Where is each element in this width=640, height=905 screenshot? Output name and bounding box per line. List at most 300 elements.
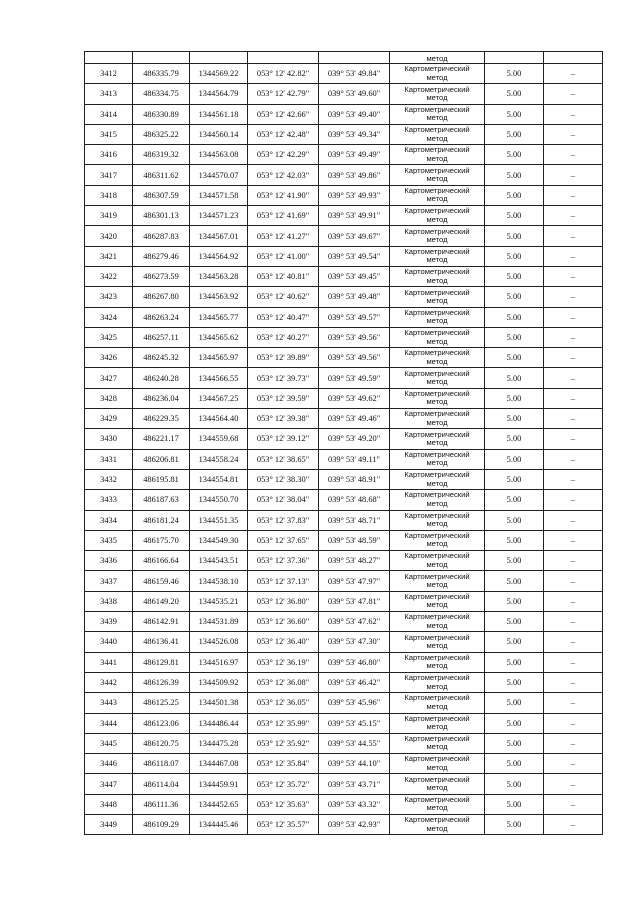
cell-x: 486118.07 — [133, 754, 190, 774]
cell-number: 3440 — [85, 632, 133, 652]
cell-method — [390, 794, 485, 814]
cell-error: 5.00 — [485, 388, 544, 408]
cell-error — [485, 52, 544, 64]
cell-lon: 039° 53' 48.68" — [319, 490, 390, 510]
method-line-2: метод — [426, 722, 448, 732]
cell-lon: 039° 53' 43.71" — [319, 774, 390, 794]
cell-number: 3438 — [85, 591, 133, 611]
cell-x: 486229.35 — [133, 409, 190, 429]
cell-description: – — [544, 226, 603, 246]
cell-method — [390, 469, 485, 489]
cell-error: 5.00 — [485, 64, 544, 84]
method-line-2: метод — [426, 72, 448, 82]
method-line-1: Картометрический — [404, 206, 470, 216]
cell-y: 1344563.28 — [190, 266, 248, 286]
coordinates-table — [84, 51, 603, 835]
method-line-1: Картометрический — [404, 328, 470, 338]
cell-lon: 039° 53' 49.45" — [319, 266, 390, 286]
method-line-2: метод — [426, 600, 448, 610]
cell-y: 1344531.89 — [190, 612, 248, 632]
cell-lon: 039° 53' 49.56" — [319, 348, 390, 368]
cell-lat: 053° 12' 35.84" — [248, 754, 319, 774]
cell-lat: 053° 12' 37.36" — [248, 551, 319, 571]
cell-x: 486245.32 — [133, 348, 190, 368]
method-line-1: Картометрический — [404, 531, 470, 541]
cell-description: – — [544, 429, 603, 449]
cell-x — [133, 52, 190, 64]
cell-method — [390, 84, 485, 104]
cell-y: 1344563.08 — [190, 145, 248, 165]
cell-lon: 039° 53' 49.57" — [319, 307, 390, 327]
method-line-1: Картометрический — [404, 388, 470, 398]
method-line-2: метод — [426, 397, 448, 407]
cell-lon: 039° 53' 47.62" — [319, 612, 390, 632]
method-line-1: Картометрический — [404, 429, 470, 439]
method-line-1: Картометрический — [404, 632, 470, 642]
table-row — [85, 632, 603, 652]
cell-x: 486236.04 — [133, 388, 190, 408]
cell-number: 3436 — [85, 551, 133, 571]
cell-x: 486221.17 — [133, 429, 190, 449]
cell-method — [390, 632, 485, 652]
cell-method — [390, 409, 485, 429]
cell-lon: 039° 53' 49.49" — [319, 145, 390, 165]
method-line-1: Картометрический — [404, 186, 470, 196]
cell-lon: 039° 53' 49.59" — [319, 368, 390, 388]
cell-x: 486311.62 — [133, 165, 190, 185]
method-line-2: метод — [426, 235, 448, 245]
method-line-1: Картометрический — [404, 145, 470, 155]
cell-lon: 039° 53' 49.67" — [319, 226, 390, 246]
cell-lat: 053° 12' 36.40" — [248, 632, 319, 652]
method-line-2: метод — [426, 316, 448, 326]
cell-lon: 039° 53' 48.91" — [319, 469, 390, 489]
cell-number: 3415 — [85, 124, 133, 144]
cell-lon: 039° 53' 49.11" — [319, 449, 390, 469]
cell-error: 5.00 — [485, 165, 544, 185]
cell-error: 5.00 — [485, 246, 544, 266]
method-line-1: Картометрический — [404, 591, 470, 601]
method-line-1: Картометрический — [404, 612, 470, 622]
method-line-2: метод — [426, 377, 448, 387]
cell-method — [390, 733, 485, 753]
cell-error: 5.00 — [485, 287, 544, 307]
cell-x: 486325.22 — [133, 124, 190, 144]
cell-lon: 039° 53' 43.32" — [319, 794, 390, 814]
cell-lat: 053° 12' 35.57" — [248, 814, 319, 834]
cell-lat: 053° 12' 42.82" — [248, 64, 319, 84]
cell-x: 486257.11 — [133, 327, 190, 347]
cell-method — [390, 652, 485, 672]
cell-number: 3442 — [85, 672, 133, 692]
cell-error: 5.00 — [485, 612, 544, 632]
cell-method — [390, 165, 485, 185]
method-line-2: метод — [426, 153, 448, 163]
method-line-2: метод — [426, 113, 448, 123]
cell-error: 5.00 — [485, 368, 544, 388]
method-line-2: метод — [426, 701, 448, 711]
method-line-2: метод — [426, 803, 448, 813]
cell-error: 5.00 — [485, 814, 544, 834]
table-row — [85, 814, 603, 834]
method-line-2: метод — [426, 174, 448, 184]
table-row — [85, 612, 603, 632]
cell-lat: 053° 12' 42.29" — [248, 145, 319, 165]
table-row — [85, 672, 603, 692]
coordinates-sheet — [84, 51, 602, 835]
table-row — [85, 571, 603, 591]
cell-lat: 053° 12' 40.62" — [248, 287, 319, 307]
cell-description: – — [544, 307, 603, 327]
cell-lon: 039° 53' 49.86" — [319, 165, 390, 185]
table-row — [85, 287, 603, 307]
cell-lon: 039° 53' 48.27" — [319, 551, 390, 571]
method-line-2: метод — [426, 214, 448, 224]
cell-number: 3439 — [85, 612, 133, 632]
cell-lat: 053° 12' 36.60" — [248, 612, 319, 632]
cell-lat: 053° 12' 41.00" — [248, 246, 319, 266]
cell-y: 1344560.14 — [190, 124, 248, 144]
cell-lat: 053° 12' 40.47" — [248, 307, 319, 327]
cell-number: 3446 — [85, 754, 133, 774]
cell-lon: 039° 53' 48.59" — [319, 530, 390, 550]
table-row — [85, 84, 603, 104]
table-body — [85, 52, 603, 835]
cell-method — [390, 348, 485, 368]
cell-method — [390, 226, 485, 246]
cell-method — [390, 591, 485, 611]
cell-number: 3420 — [85, 226, 133, 246]
method-line-1: Картометрический — [404, 490, 470, 500]
cell-y: 1344564.79 — [190, 84, 248, 104]
cell-method — [390, 327, 485, 347]
cell-x: 486114.04 — [133, 774, 190, 794]
cell-error: 5.00 — [485, 469, 544, 489]
cell-error: 5.00 — [485, 490, 544, 510]
cell-lat: 053° 12' 38.04" — [248, 490, 319, 510]
cell-y: 1344452.65 — [190, 794, 248, 814]
cell-error: 5.00 — [485, 449, 544, 469]
cell-number: 3421 — [85, 246, 133, 266]
cell-lon: 039° 53' 49.62" — [319, 388, 390, 408]
cell-lat: 053° 12' 35.92" — [248, 733, 319, 753]
method-line-1: Картометрический — [404, 246, 470, 256]
cell-method — [390, 713, 485, 733]
table-row — [85, 266, 603, 286]
cell-x: 486111.36 — [133, 794, 190, 814]
cell-error: 5.00 — [485, 510, 544, 530]
cell-x: 486279.46 — [133, 246, 190, 266]
method-line-2: метод — [426, 356, 448, 366]
method-line-2: метод — [426, 92, 448, 102]
table-row — [85, 429, 603, 449]
method-line-2: метод — [426, 437, 448, 447]
cell-error: 5.00 — [485, 104, 544, 124]
table-row — [85, 104, 603, 124]
cell-method — [390, 510, 485, 530]
cell-error: 5.00 — [485, 206, 544, 226]
cell-lon: 039° 53' 49.34" — [319, 124, 390, 144]
table-row — [85, 510, 603, 530]
cell-lat: 053° 12' 37.83" — [248, 510, 319, 530]
method-line-2: метод — [426, 580, 448, 590]
method-line-1: Картометрический — [404, 470, 470, 480]
cell-lat: 053° 12' 38.30" — [248, 469, 319, 489]
cell-number: 3414 — [85, 104, 133, 124]
cell-y: 1344475.28 — [190, 733, 248, 753]
method-line-1: Картометрический — [404, 734, 470, 744]
cell-method — [390, 388, 485, 408]
cell-number: 3445 — [85, 733, 133, 753]
cell-number: 3431 — [85, 449, 133, 469]
cell-lat: 053° 12' 36.19" — [248, 652, 319, 672]
cell-error: 5.00 — [485, 409, 544, 429]
method-line-1: Картометрический — [404, 774, 470, 784]
cell-y: 1344535.21 — [190, 591, 248, 611]
cell-error: 5.00 — [485, 774, 544, 794]
cell-x: 486334.75 — [133, 84, 190, 104]
cell-lon: 039° 53' 49.46" — [319, 409, 390, 429]
cell-method — [390, 672, 485, 692]
method-line-1: Картометрический — [404, 307, 470, 317]
method-line-2: метод — [426, 519, 448, 529]
table-row — [85, 388, 603, 408]
method-line-2: метод — [426, 539, 448, 549]
cell-y: 1344550.70 — [190, 490, 248, 510]
table-row — [85, 652, 603, 672]
cell-y: 1344516.97 — [190, 652, 248, 672]
cell-method: метод — [390, 52, 485, 64]
cell-description: – — [544, 449, 603, 469]
cell-method — [390, 368, 485, 388]
cell-lon: 039° 53' 49.84" — [319, 64, 390, 84]
cell-y: 1344564.92 — [190, 246, 248, 266]
cell-lat: 053° 12' 37.13" — [248, 571, 319, 591]
method-line-2: метод — [426, 478, 448, 488]
cell-y: 1344538.10 — [190, 571, 248, 591]
cell-description: – — [544, 246, 603, 266]
cell-description: – — [544, 530, 603, 550]
cell-method — [390, 530, 485, 550]
cell-x: 486129.81 — [133, 652, 190, 672]
cell-x: 486267.80 — [133, 287, 190, 307]
cell-description: – — [544, 713, 603, 733]
method-line-2: метод — [426, 458, 448, 468]
cell-number: 3434 — [85, 510, 133, 530]
cell-lon: 039° 53' 47.81" — [319, 591, 390, 611]
cell-number: 3419 — [85, 206, 133, 226]
table-row — [85, 469, 603, 489]
table-row — [85, 754, 603, 774]
method-line-1: Картометрический — [404, 104, 470, 114]
cell-method — [390, 774, 485, 794]
cell-x: 486273.59 — [133, 266, 190, 286]
cell-y: 1344561.18 — [190, 104, 248, 124]
method-line-1: Картометрический — [404, 510, 470, 520]
cell-number: 3443 — [85, 693, 133, 713]
cell-number: 3426 — [85, 348, 133, 368]
method-line-1: Картометрический — [404, 287, 470, 297]
cell-number: 3437 — [85, 571, 133, 591]
cell-x: 486136.41 — [133, 632, 190, 652]
table-row — [85, 327, 603, 347]
table-row — [85, 226, 603, 246]
cell-lon: 039° 53' 49.91" — [319, 206, 390, 226]
cell-lon: 039° 53' 46.80" — [319, 652, 390, 672]
table-row-partial — [85, 52, 603, 64]
method-line-1: Картометрический — [404, 267, 470, 277]
cell-y: 1344509.92 — [190, 672, 248, 692]
table-row — [85, 551, 603, 571]
cell-description: – — [544, 612, 603, 632]
cell-lat: 053° 12' 35.63" — [248, 794, 319, 814]
cell-lat: 053° 12' 37.65" — [248, 530, 319, 550]
cell-error: 5.00 — [485, 84, 544, 104]
cell-description: – — [544, 794, 603, 814]
table-row — [85, 774, 603, 794]
cell-number: 3441 — [85, 652, 133, 672]
cell-y: 1344565.97 — [190, 348, 248, 368]
cell-y — [190, 52, 248, 64]
table-row — [85, 206, 603, 226]
cell-number: 3425 — [85, 327, 133, 347]
cell-y: 1344570.07 — [190, 165, 248, 185]
method-line-1: Картометрический — [404, 652, 470, 662]
cell-number: 3432 — [85, 469, 133, 489]
cell-lon: 039° 53' 49.54" — [319, 246, 390, 266]
cell-x: 486330.89 — [133, 104, 190, 124]
cell-lon: 039° 53' 49.93" — [319, 185, 390, 205]
cell-y: 1344571.23 — [190, 206, 248, 226]
cell-lat: 053° 12' 40.81" — [248, 266, 319, 286]
cell-method — [390, 287, 485, 307]
cell-lon: 039° 53' 48.71" — [319, 510, 390, 530]
cell-y: 1344543.51 — [190, 551, 248, 571]
cell-description: – — [544, 672, 603, 692]
cell-number: 3412 — [85, 64, 133, 84]
cell-description: – — [544, 185, 603, 205]
cell-y: 1344559.68 — [190, 429, 248, 449]
cell-x: 486120.75 — [133, 733, 190, 753]
method-line-2: метод — [426, 417, 448, 427]
cell-lon: 039° 53' 45.96" — [319, 693, 390, 713]
method-line-2: метод — [426, 275, 448, 285]
cell-description: – — [544, 652, 603, 672]
cell-lon: 039° 53' 45.15" — [319, 713, 390, 733]
cell-y: 1344558.24 — [190, 449, 248, 469]
method-line-1: Картометрический — [404, 673, 470, 683]
cell-error: 5.00 — [485, 348, 544, 368]
method-line-1: Картометрический — [404, 449, 470, 459]
cell-error: 5.00 — [485, 530, 544, 550]
cell-y: 1344565.62 — [190, 327, 248, 347]
cell-lat: 053° 12' 42.03" — [248, 165, 319, 185]
cell-description: – — [544, 104, 603, 124]
cell-lat: 053° 12' 36.05" — [248, 693, 319, 713]
cell-error: 5.00 — [485, 754, 544, 774]
cell-y: 1344467.08 — [190, 754, 248, 774]
method-line-2: метод — [426, 661, 448, 671]
cell-error: 5.00 — [485, 713, 544, 733]
cell-lon: 039° 53' 49.56" — [319, 327, 390, 347]
cell-x: 486307.59 — [133, 185, 190, 205]
cell-lat: 053° 12' 42.48" — [248, 124, 319, 144]
cell-lat: 053° 12' 42.66" — [248, 104, 319, 124]
cell-description: – — [544, 388, 603, 408]
method-line-2: метод — [426, 559, 448, 569]
cell-x: 486319.32 — [133, 145, 190, 165]
cell-lat: 053° 12' 39.59" — [248, 388, 319, 408]
cell-method — [390, 754, 485, 774]
cell-method — [390, 145, 485, 165]
cell-y: 1344501.38 — [190, 693, 248, 713]
cell-description: – — [544, 145, 603, 165]
cell-lat: 053° 12' 36.80" — [248, 591, 319, 611]
table-row — [85, 733, 603, 753]
cell-error: 5.00 — [485, 185, 544, 205]
cell-error: 5.00 — [485, 124, 544, 144]
cell-method — [390, 307, 485, 327]
table-row — [85, 145, 603, 165]
cell-number: 3416 — [85, 145, 133, 165]
cell-lon: 039° 53' 47.30" — [319, 632, 390, 652]
method-line-2: метод — [426, 742, 448, 752]
method-line-2: метод — [426, 823, 448, 833]
cell-description: – — [544, 124, 603, 144]
cell-y: 1344571.58 — [190, 185, 248, 205]
table-row — [85, 368, 603, 388]
cell-description: – — [544, 551, 603, 571]
cell-method — [390, 124, 485, 144]
cell-method — [390, 206, 485, 226]
method-line-2: метод — [426, 620, 448, 630]
cell-method — [390, 551, 485, 571]
cell-error: 5.00 — [485, 327, 544, 347]
table-row — [85, 409, 603, 429]
cell-method — [390, 64, 485, 84]
cell-y: 1344445.46 — [190, 814, 248, 834]
cell-y: 1344569.22 — [190, 64, 248, 84]
cell-number: 3433 — [85, 490, 133, 510]
cell-error: 5.00 — [485, 693, 544, 713]
cell-method — [390, 429, 485, 449]
cell-method — [390, 266, 485, 286]
cell-x: 486287.83 — [133, 226, 190, 246]
cell-description: – — [544, 165, 603, 185]
cell-y: 1344551.35 — [190, 510, 248, 530]
cell-lon: 039° 53' 44.10" — [319, 754, 390, 774]
cell-error: 5.00 — [485, 551, 544, 571]
cell-description: – — [544, 814, 603, 834]
cell-y: 1344567.25 — [190, 388, 248, 408]
cell-description: – — [544, 206, 603, 226]
method-line-1: Картометрический — [404, 64, 470, 74]
cell-y: 1344564.40 — [190, 409, 248, 429]
method-line-1: Картометрический — [404, 794, 470, 804]
cell-description: – — [544, 490, 603, 510]
cell-method — [390, 104, 485, 124]
cell-method — [390, 449, 485, 469]
method-line-2: метод — [426, 498, 448, 508]
cell-description: – — [544, 591, 603, 611]
cell-x: 486159.46 — [133, 571, 190, 591]
cell-x: 486123.06 — [133, 713, 190, 733]
method-line-2: метод — [426, 133, 448, 143]
cell-description: – — [544, 754, 603, 774]
cell-number: 3435 — [85, 530, 133, 550]
cell-lon: 039° 53' 49.40" — [319, 104, 390, 124]
cell-y: 1344549.30 — [190, 530, 248, 550]
